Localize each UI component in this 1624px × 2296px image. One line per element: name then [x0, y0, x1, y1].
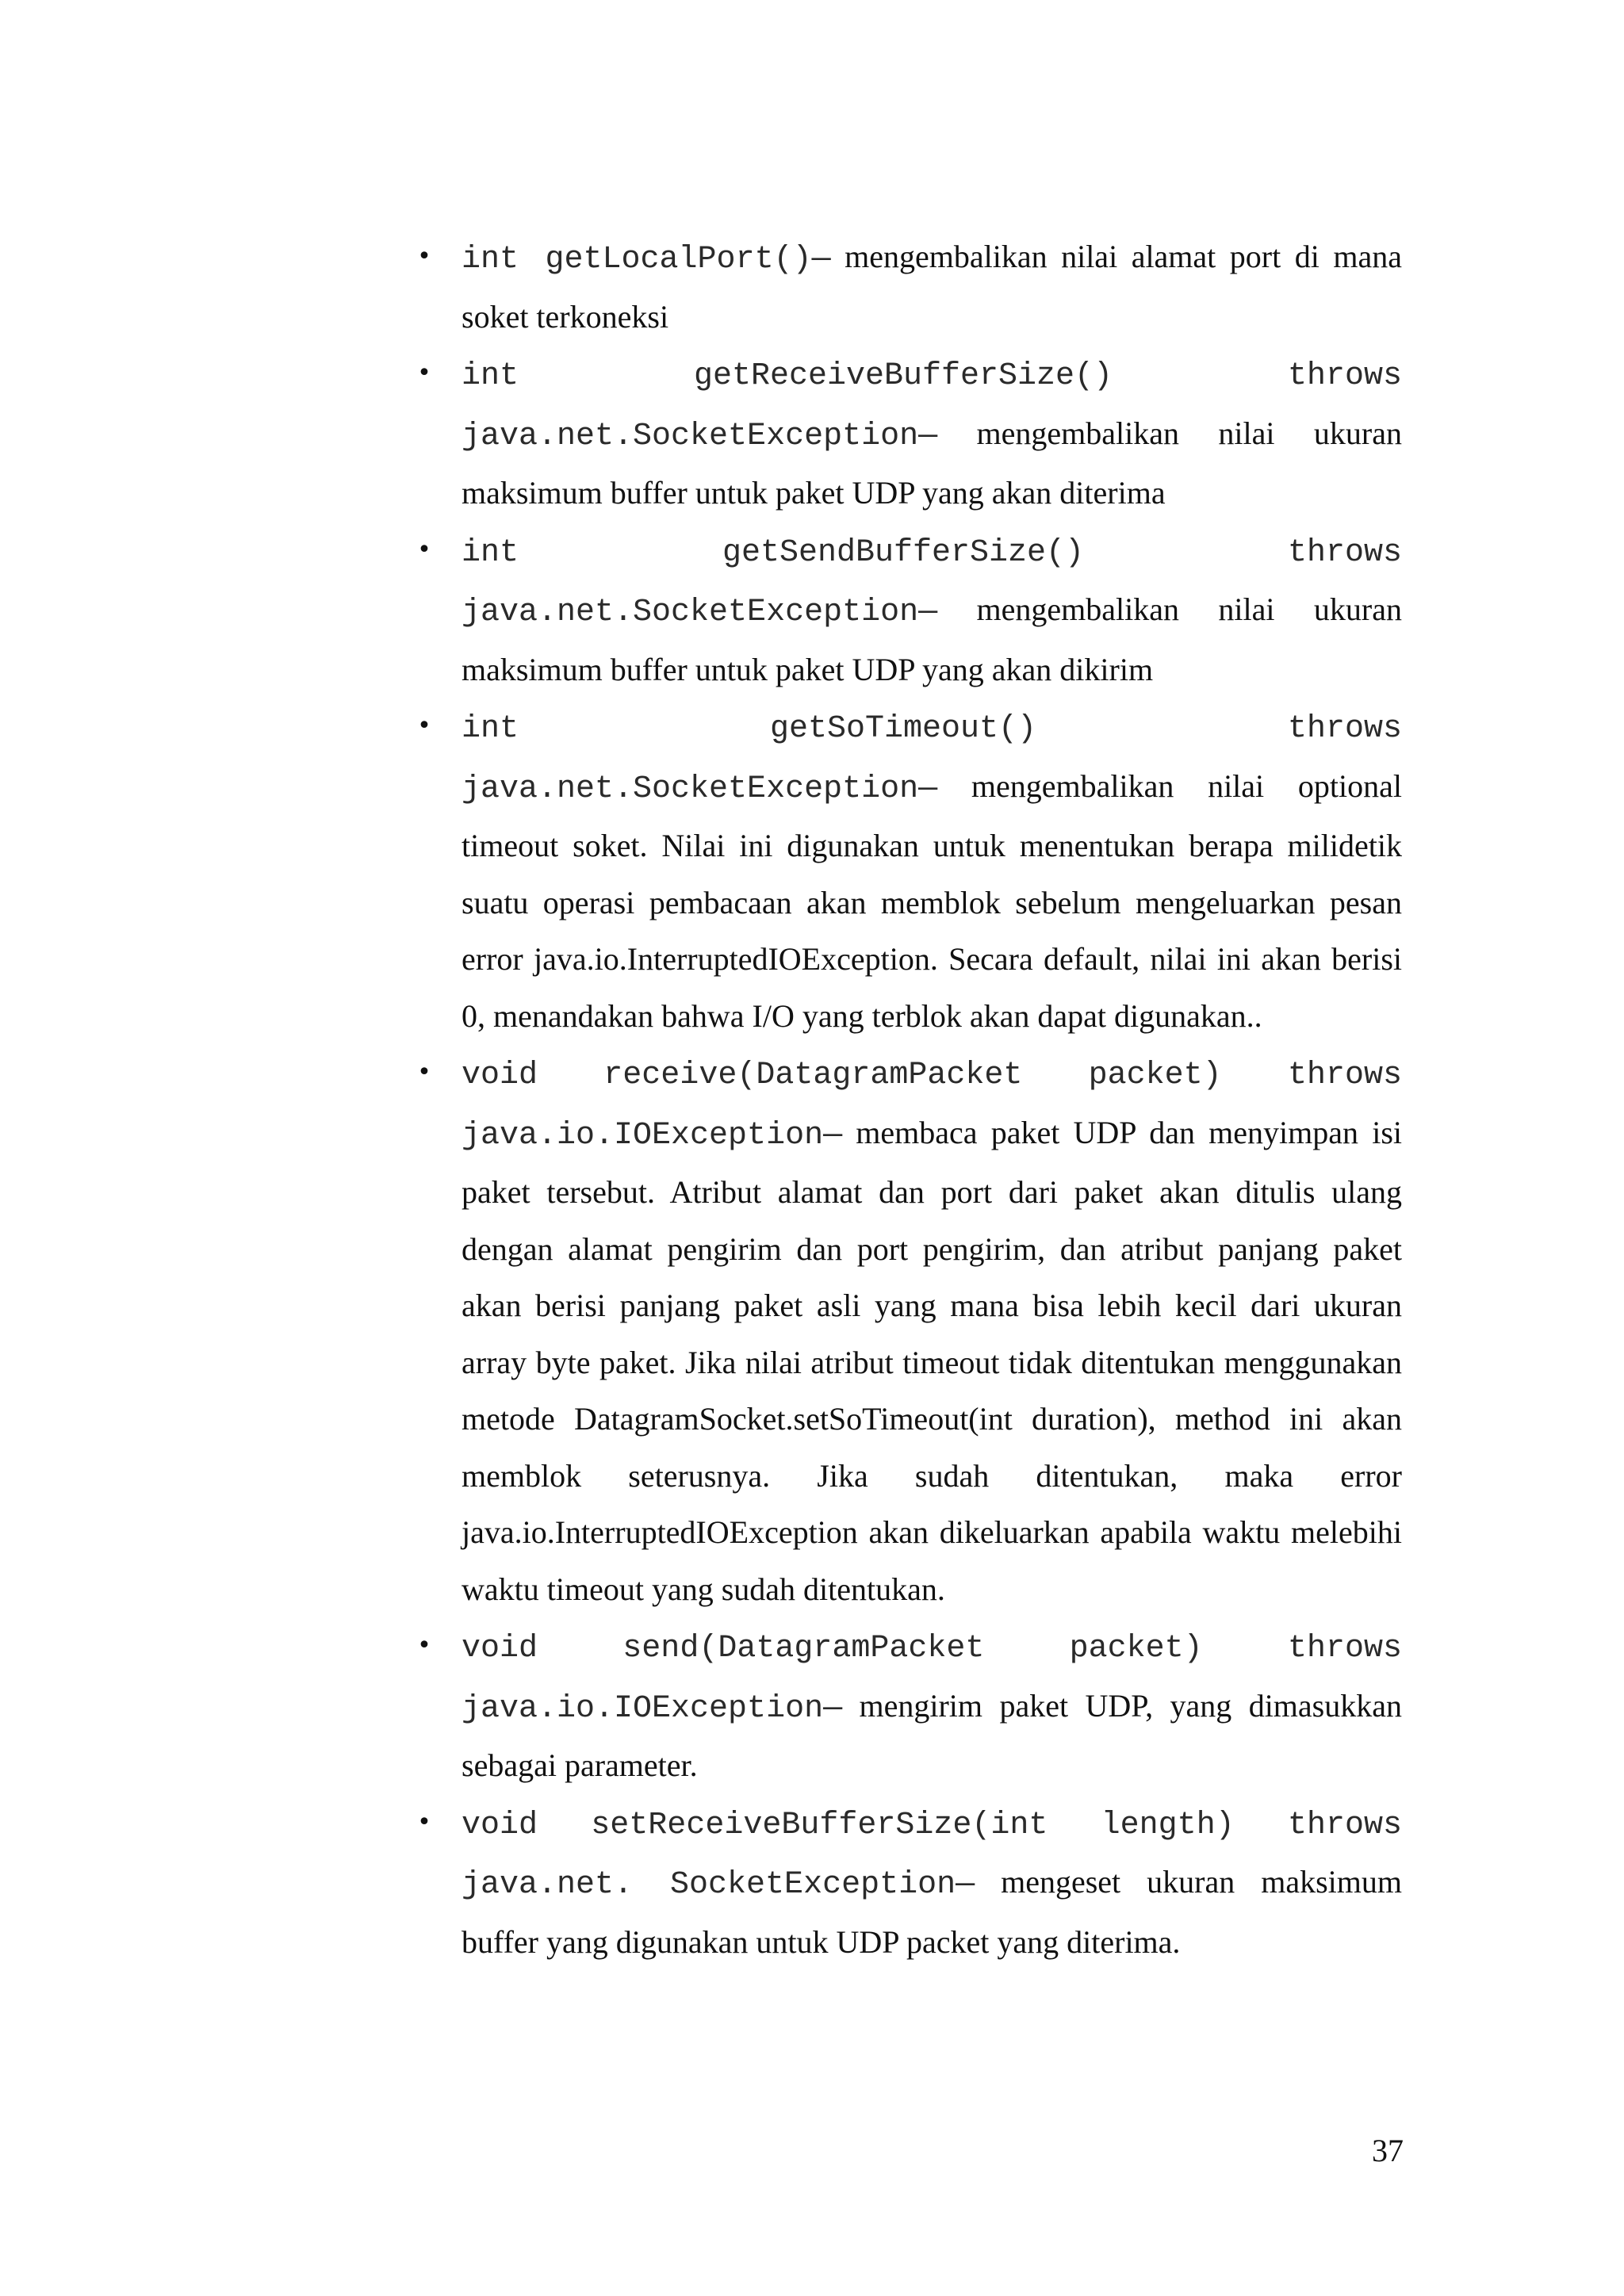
page-number: 37: [1372, 2133, 1404, 2168]
method-signature: int getReceiveBufferSize() throws java.net.SocketException—: [462, 358, 1402, 454]
list-item-send: [417, 1617, 1402, 1794]
bullet-icon: •: [417, 243, 431, 270]
list-item-get-receive-buffer-size: [417, 345, 1402, 522]
list-item-get-so-timeout: [417, 698, 1402, 1044]
bullet-icon: •: [417, 535, 431, 564]
bullet-icon: •: [417, 359, 431, 387]
method-signature: void setReceiveBufferSize(int length) throws java.net. SocketException—: [462, 1807, 1402, 1903]
method-description: mengeset ukuran maksimum buffer yang digunakan untuk UDP packet yang diterima.: [462, 1864, 1402, 1960]
method-description: mengembalikan nilai ukuran maksimum buffer untuk paket UDP yang akan dikirim: [462, 591, 1402, 687]
bullet-icon: •: [417, 1058, 431, 1086]
list-item-get-send-buffer-size: [417, 522, 1402, 698]
bullet-icon: •: [417, 1808, 431, 1836]
method-description: mengirim paket UDP, yang dimasukkan sebagai parameter.: [462, 1687, 1402, 1783]
bullet-icon: •: [417, 712, 431, 740]
method-description: mengembalikan nilai optional timeout soket. Nilai ini digunakan untuk menentukan berapa milidetik suatu operasi pembacaan akan memblok sebelum mengeluarkan pesan error java.io.InterruptedIOException. Secara default, nilai ini akan berisi 0, menandakan bahwa I/O yang terblok akan dapat digunakan..: [462, 767, 1402, 1034]
list-item-receive: [417, 1044, 1402, 1617]
method-signature: int getSendBufferSize() throws java.net.SocketException—: [462, 534, 1402, 630]
method-description: membaca paket UDP dan menyimpan isi paket tersebut. Atribut alamat dan port dari paket akan ditulis ulang dengan alamat pengirim dan port pengirim, dan atribut panjang paket akan berisi panjang paket asli yang mana bisa lebih kecil dari ukuran array byte paket. Jika nilai atribut timeout tidak ditentukan menggunakan metode DatagramSocket.setSoTimeout(int duration), method ini akan memblok seterusnya. Jika sudah ditentukan, maka error java.io.InterruptedIOException akan dikeluarkan apabila waktu melebihi waktu timeout yang sudah ditentukan.: [462, 1114, 1402, 1607]
method-signature: int getSoTimeout() throws java.net.SocketException—: [462, 711, 1402, 807]
method-signature: void send(DatagramPacket packet) throws java.io.IOException—: [462, 1631, 1402, 1727]
method-list: [417, 228, 1402, 1970]
method-description: mengembalikan nilai alamat port di mana soket terkoneksi: [462, 239, 1402, 335]
method-signature: int getLocalPort()—: [462, 242, 831, 277]
list-item-set-receive-buffer-size: [417, 1794, 1402, 1971]
list-item-get-local-port: [417, 228, 1402, 345]
bullet-icon: •: [417, 1632, 431, 1659]
method-description: mengembalikan nilai ukuran maksimum buffer untuk paket UDP yang akan diterima: [462, 415, 1402, 511]
method-signature: void receive(DatagramPacket packet) throws java.io.IOException—: [462, 1058, 1402, 1154]
